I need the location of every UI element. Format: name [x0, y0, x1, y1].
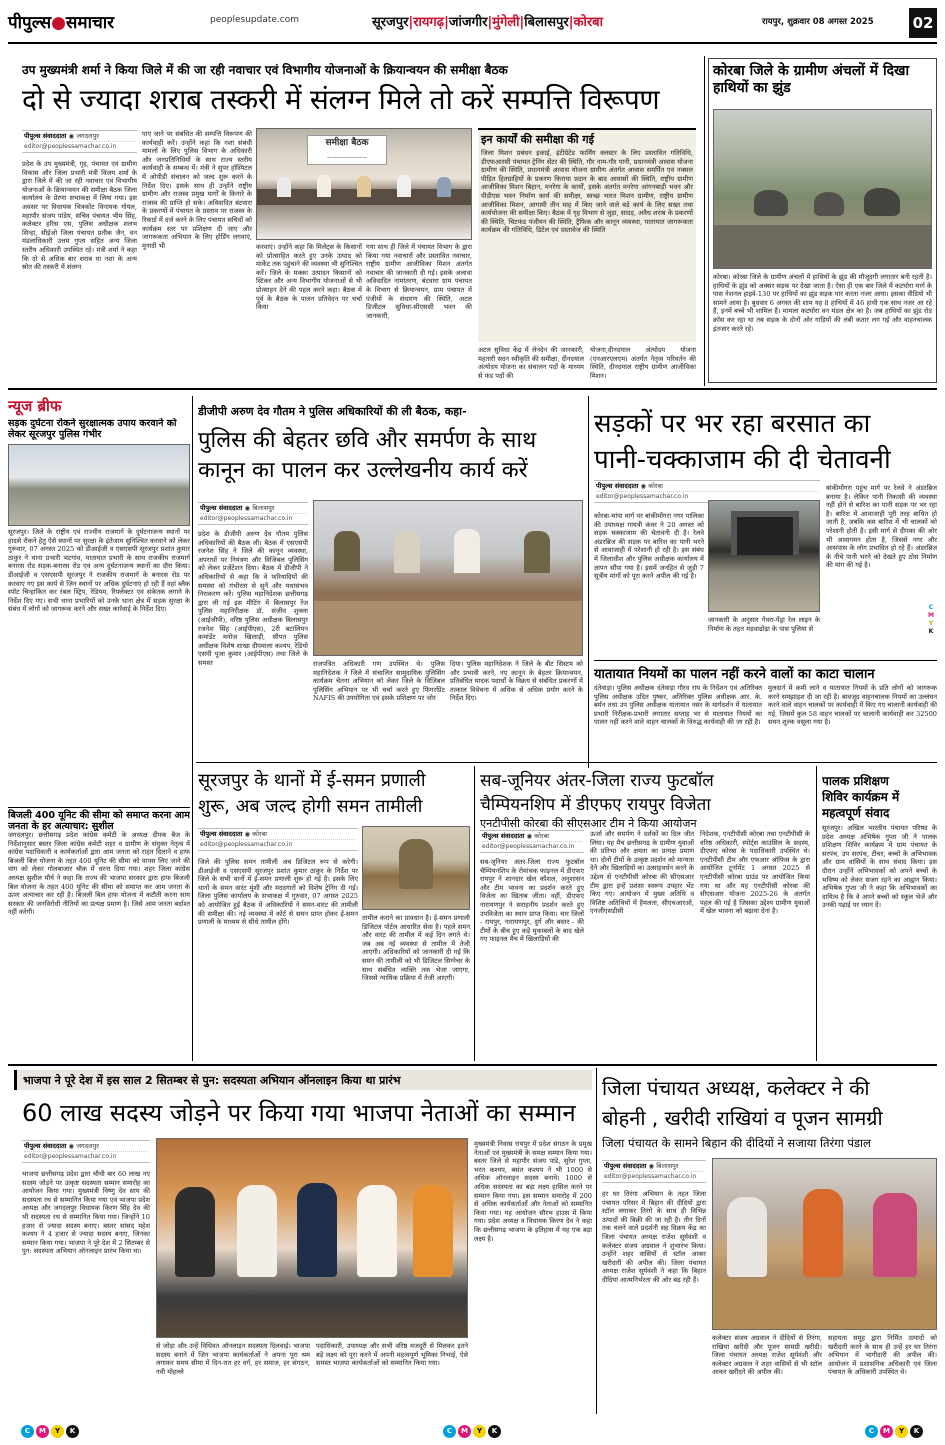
map-pin-icon: ◉	[68, 132, 75, 140]
map-pin-icon: ◉	[244, 504, 251, 512]
rakhi-caption: कलेक्टर संजय अग्रवाल ने दीदियों से तिरंगा, राखियां खरीदी और पूजन सामग्री खरीदी। जिला पंचायत अध्यक्ष राजेश सूर्यवंशी और कलेक्टर अग्रवाल ने शहर वासियों से भी स्टॉल आकर खरीदने की अपील की।	[712, 1334, 822, 1377]
esaman-photo	[362, 826, 470, 910]
rakhi-sub: जिला पंचायत के सामने बिहान की दीदियों ने सजाया तिरंगा पंडाल	[602, 1136, 871, 1150]
elephant-2-icon	[814, 192, 844, 216]
elephant-photo	[713, 109, 932, 269]
football-byline: पीपुल्स संवाददाता ◉ कोरबा editor@peoplessamachar.co.in	[480, 830, 584, 853]
masthead-cities: सूरजपुर|रायगढ़|जांजगीर|मुंगेली|बिलासपुर|कोरबा	[372, 15, 603, 30]
esaman-email[interactable]: editor@peoplessamachar.co.in	[200, 839, 356, 849]
review-box-text: जिला मिशन प्रबंधन इकाई, इंटीग्रेटेड फार्मिंग क्लस्टर के लिए प्रस्तावित गतिविधि, डीएफआरसी पंचायत ट्रेनिंग सेंटर की स्थिति, गौर नाम-गौर पानी, प्रधानमंत्री आवास योजना ग्रामीण की स्थिति, प्रधानमंत्री आवास योजना ग्रामीण अंतर्गत आवास समर्पित एवं नक्सल पीड़ित हितग्राहियों के प्रकरण किराया प्रदान के बाद आवासों की स्थिति, राष्ट्रीय ग्रामीण आजीविका मिशन बिहान, मनरेगा के कार्यों, इसके अंतर्गत मनरेगा आंगनबाड़ी भवन और पीडीएस भवन निर्माण कार्य की समीक्षा, स्वच्छ भारत मिशन ग्रामीण, राष्ट्रीय ग्रामीण आजीविका मिशन, आगामी तीन माह में किए जाने वाले बड़े कार्य के लिए सख्त तथा कार्ययोजना की समीक्षा किए। बैठक में गृह विभाग से जुड़ा, सादड़, अवैध शराब के प्रकरणों की स्थिति, चिटफंड पंजीयन की स्थिति, ट्रैफिक और कानून व्यवस्था, यातायात जागरूकता कार्यक्रम की गतिविधि, डिटेल एवं दस्तावेज की स्थिति	[481, 149, 693, 235]
elephant-3-icon	[864, 188, 900, 216]
story1-kicker: उप मुख्यमंत्री शर्मा ने किया जिले में की जा रही नवाचार एवं विभागीय योजनाओं के क्रियान्वयन की समीक्षा बैठक	[22, 63, 508, 77]
story1-col1: प्रदेश के उप मुख्यमंत्री, गृह, पंचायत एवं ग्रामीण विकास और जिला प्रभारी मंत्री विजय शर्मा के द्वारा जिले में की जा रही नवाचार एवं विभागीय योजनाओं के क्रियान्वयन की समीक्षा बैठक जिला कार्यालय के प्रेरणा सभाकक्ष में लिया गया। इस अवसर पर विधायक चित्रकोट विनायक गोयल, महापौर संजय पांडेय, सचिव पंचायत भीम सिंह, कलेक्टर हरिस एस, पुलिस अधीक्षक शलभ सिन्हा, सीईओ जिला पंचायत प्रतीक जैन, वन मंडलाधिकारी उत्तम गुप्ता सहित अन्य जिला स्तरीय अधिकारी उपस्थित रहे। मंत्री शर्मा ने कहा कि दो से अधिक बार शराब या नशा के अन्य स्रोत की तस्करी में संलग्न	[22, 160, 137, 272]
cmyk-footer-right: C M Y K	[864, 1418, 924, 1438]
traffic-col1: दंतेवाड़ा। पुलिस अधीक्षक दंतेवाड़ा गौरव राय के निर्देशन एवं अतिरिक्त पुलिस अधीक्षक उदित पुष्कर, अतिरिक्त पुलिस अधीक्षक आर. के. बर्मन तथा उप पुलिस अधीक्षक यातायात नसर के मार्गदर्शन में यातायात प्रभारी निरीक्षक-प्रभारी लगातार सप्ताह भर से यातायात नियमों का पालन नहीं करने वाले वाहन चालकों के विरुद्ध कार्यवाही की जा रही है।	[594, 684, 762, 727]
esaman-byline: पीपुल्स संवाददाता ◉ कोरबा editor@peoplessamachar.co.in	[198, 828, 358, 851]
rakhi-col1: हर घर तिरंगा अभियान के तहत जिला पंचायत परिसर में बिहान की दीदियों द्वारा स्टॉल लगाकर तिरंगे के साथ ही विभिन्न उत्पादों की बिक्री की जा रही है। तीन दिनों तक चलने वाले प्रदर्शनी सह विक्रय केंद्र का जिला पंचायत अध्यक्ष राजेश सूर्यवंशी व कलेक्टर संजय अग्रवाल ने शुभारंभ किया। उन्होंने शहर वासियों से स्टॉल आकर खरीदारी की अपील की। जिला पंचायत अध्यक्ष राजेश सूर्यवंशी ने कहा कि बिहान दीदियां आत्मनिर्भरता की ओर बढ़ रही हैं।	[602, 1190, 706, 1284]
esaman-headline2: शुरू, अब जल्द होगी समन तामीली	[198, 796, 423, 817]
training-headline2: शिविर कार्यक्रम में	[822, 790, 900, 804]
review-box-title: इन कार्यों की समीक्षा की गई	[481, 133, 594, 146]
brief-t2: जगदलपुर। छत्तीसगढ़ प्रदेश कांग्रेस कमेटी के अध्यक्ष दीपक बैज के निर्देशानुसार बस्तर जिला कांग्रेस कमेटी शहर व ग्रामीण के संयुक्त नेतृत्व में कांग्रेस पदाधिकारी व कार्यकर्ताओं द्वारा आम जनता को राहत दिलाने व हाफ बिजली बिल योजना के तहत 400 यूनिट की सीमा को वापस लिए जाने की मांग को लेकर गोलबाजार चौक में धरना दिया गया। शहर जिला कांग्रेस अध्यक्ष सुशील मौर्य ने कहा कि राज्य की भाजपा सरकार द्वारा हाफ बिजली बिल योजना के तहत 400 यूनिट की सीमा को समाप्त कर आम जनता के ऊपर अत्याचार कर रही है। बिजली बिल हाफ योजना में कटौती करना साय सरकार की जनविरोधी नीतियों का प्रत्यक्ष प्रमाण है। जिसे आम जनता बर्दाश्त नहीं करेगी।	[8, 831, 190, 917]
traffic-headline: यातायात नियमों का पालन नहीं करने वालों का काटा चालान	[594, 667, 875, 682]
football-headline2: चैम्पियनशिप में डीएफए रायपुर विजेता	[480, 795, 711, 815]
bjp-byline: पीपुल्स संवाददाता ◉ जगदलपुर editor@peoplessamachar.co.in	[22, 1140, 150, 1163]
page-number: 02	[909, 8, 937, 38]
elephant-headline: कोरबा जिले के ग्रामीण अंचलों में दिखा हाथियों का झुंड	[713, 63, 910, 96]
bjp-kicker-bar	[14, 1070, 592, 1090]
football-sub: एनटीपीसी कोरबा की सीएसआर टीम ने किया आयोजन	[480, 817, 697, 830]
story1-col3: करवाएं। उन्होंने कहा कि मिलेट्स के किसानों को प्रोत्साहित करते हुए उनके उत्पाद को मार्केट तक पहुंचाने की व्यवस्था भी सुनिश्चित करें। जिले के मक्का उत्पादन किसानों को स्टिकर और अन्य विभागीय योजनाओं से भी प्रोत्साहन देने की पहल करने कहा। बैठक में पूर्व के बैठक के पालन प्रतिवेदन पर चर्चा किया	[256, 243, 362, 312]
esaman-col2: तामील कराने का प्रावधान है। ई-समन प्रणाली डिजिटल पोर्टल आधारित सेवा है। पहले समन और वारंट की तामील में कई दिन लगते थे। जब अब नई व्यवस्था से तामील में तेजी आएगी। अधिकारियों को जानकारी दी गई कि समन की तामीली को भी डिजिटल सिग्नेचर के साथ संबंधित व्यक्ति तक भेजा जाएगा, जिससे न्यायिक प्रक्रिया में तेजी आएगी।	[362, 914, 470, 983]
map-pin-icon: ◉	[244, 830, 251, 838]
football-headline1: सब-जूनियर अंतर-जिला राज्य फुटबॉल	[480, 771, 714, 791]
masthead-url[interactable]: peoplesupdate.com	[210, 15, 299, 25]
story1-col4: गया साथ ही जिले में पंचायत विभाग के द्वारा किया गया नवाचारों और प्रस्तावित नवाचार, राष्ट्रीय ग्रामीण आजीविका मिशन अंतर्गत नवाचार की जानकारी दी गई। इसके अलावा अविवादित नामांतरण, बंटवारा ग्राम पंचायत के विभाग से क्रियान्वयन, ग्राम पंचायत में पंजीयों के संधारण की स्थिति, अटल डिजीटल सुविधा-सीएससी भवन की जानकारी,	[366, 243, 472, 320]
flood-caption: जानकारी के अनुसार गेवरा-पेंड्रा रेल लाइन के निर्माण के तहत मड़वाढोढ़ा के पास पुलिया से	[708, 616, 820, 633]
rakhi-photo	[712, 1158, 937, 1330]
dgp-col3: दिया। पुलिस महानिदेशक ने जिले के बीट सिस्टम को और प्रभावी करने, नए कानून के बेहतर क्रियान्वयन, प्रतिबंधित मादक पदार्थों के विक्रय से संबंधित प्रकरणों में तत्काल विवेचना में अधिक से अधिक प्रयोग करने के निर्देश दिए।	[450, 660, 583, 703]
elephant-text: कोरबा। कोरबा जिले के ग्रामीण अंचलों में हाथियों के झुंड की मौजूदगी लगातार बनी रहती है। हाथियों के झुंड को अक्सर सड़क पर देखा जाता है। ऐसा ही एक बार जिले में कटघोरा मार्ग के पास नेशनल हाइवे-130 पर हाथियों का झुंड सड़क पार करता नजर आया। इसका वीडियो भी सामने आया है। बुधवार 6 अगस्त की शाम यह 8 हाथियों में 46 हाथी एक साथ नजर आ रहे हैं, इनमें बच्चे भी शामिल हैं। मामला कटघोरा वन मंडल क्षेत्र का है। जब हाथियों का झुंड रोड क्रॉस कर रहा था तब सड़क के दोनों ओर गाड़ियों की लंबी कतार लग गई और वाहनचालक इंतजार करते रहे।	[713, 273, 932, 333]
football-col2: ऊर्जा और समर्पण ने दर्शकों का दिल जीत लिया। यह मैच छत्तीसगढ़ के ग्रामीण युवाओं की प्रतिभा और क्षमता का प्रत्यक्ष प्रमाण था। दोनों टीमों के उत्कृष्ट प्रदर्शन को मान्यता देने और खिलाड़ियों का उत्साहवर्धन करने के उद्देश्य से एनटीपीसी कोरबा की सीएसआर टीम द्वारा इन्हें प्रशंसा स्वरूप उपहार भेंट किए गए। आयोजन में मुख्य अतिथि व विशिष्ट अतिथियों में हैमलता, सीएचआरओ, एनजीएसडीसी	[590, 830, 694, 916]
bjp-col2: से जोड़ा और उन्हें विधिवत ऑनलाइन सदस्यता दिलवाई। भाजपा सदस्य बनाने में जिन भाजपा कार्यकर्ताओं ने अपना पूरा श्रम लगाकर समय सीमा में दिन-रात हर वर्ग, हर समाज, हर संगठन, नवी मोहल्ले	[156, 1342, 310, 1376]
rakhi-byline: पीपुल्स संवाददाता ◉ बिलासपुर editor@peoplessamachar.co.in	[602, 1160, 706, 1183]
bjp-kicker: भाजपा ने पूरे देश में इस साल 2 सितम्बर से पुन: सदस्यता अभियान ऑनलाइन किया था प्रारंभ	[23, 1074, 401, 1087]
rakhi-headline2: बोहनी , खरीदी राखियां व पूजन सामग्री	[602, 1106, 883, 1130]
review-box	[478, 128, 696, 342]
brief-t1: सूरजपुर। जिले के राष्ट्रीय एवं राज्यीय राजमार्ग के दुर्घटनाजन्य स्थानों पर हादसे रोकने हेतु ऐसे स्थानों पर सुरक्षा के इंतेजाम सुनिश्चित करवाने को लेकर गुरूवार, 07 अगस्त 2025 को डीआईजी व एसएसपी सूरजपुर प्रशांत कुमार ठाकुर ने थाना प्रभारी भटगांव, यातायात प्रभारी के साथ राजकीय राजमार्ग बनारस रोड सड़क-बनारस रोड एवं अन्य दुर्घटनाजन्य स्थानों का दौरा किया। डीआईजी व एसएसपी सूरजपुर ने राजकीय राजमार्ग के बनारस रोड पर करवाए गए इस कार्य से जिन स्थानों पर अधिक दुर्घटनाएं हो रही हैं वहां ब्लैक स्पॉट चिन्हांकित कर रंबल स्ट्रिप, रेडियम, रिफ्लेक्टर एवं संकेतक लगाने के निर्देश दिए गए। सभी थाना प्रभारियों को उनके थाना क्षेत्र में सड़क सुरक्षा के संबंध में लोगों को जागरूक करने और सख्त कार्रवाई के निर्देश दिए।	[8, 528, 190, 614]
elephant-story	[708, 58, 937, 383]
dgp-headline2: कानून का पालन कर उल्लेखनीय कार्य करें	[198, 458, 528, 483]
masthead-date: रायपुर, शुक्रवार 08 अगस्त 2025	[762, 17, 874, 27]
rakhi-email[interactable]: editor@peoplessamachar.co.in	[604, 1171, 704, 1181]
flood-email[interactable]: editor@peoplessamachar.co.in	[596, 491, 818, 501]
training-headline3: महत्वपूर्ण संवाद	[822, 806, 890, 820]
map-pin-icon: ◉	[68, 1142, 75, 1150]
brief-h2: बिजली 400 यूनिट की सीमा को समाप्त करना आम जनता के हर अत्याचार: सुशील	[8, 807, 190, 831]
bjp-headline: 60 लाख सदस्य जोड़ने पर किया गया भाजपा नेताओं का सम्मान	[22, 1099, 576, 1127]
bjp-photo	[156, 1138, 468, 1338]
dgp-kicker: डीजीपी अरुण देव गौतम ने पुलिस अधिकारियों की ली बैठक, कहा-	[198, 405, 467, 418]
dgp-col2: राजपत्रित अधिकारी गण उपस्थित थे। पुलिस महानिदेशक ने जिले में संचालित सामुदायिक पुलिसिंग कार्यक्रम चेतना अभियान को लेकर जिले के विजिबल पुलिसिंग अभियान पर भी चर्चा करते हुए फिंगरप्रिंट NAFIS की उपयोगिता एवं इसके प्रशिक्षण पर जोर	[313, 660, 445, 703]
brief-label: न्यूज ब्रीफ	[8, 397, 62, 415]
brief-h1: सड़क दुर्घटना रोकने सुरक्षात्मक उपाय करवाने को लेकर सूरजपुर पुलिस गंभीर	[8, 418, 177, 440]
map-pin-icon: ◉	[526, 832, 533, 840]
esaman-headline1: सूरजपुर के थानों में ई-समन प्रणाली	[198, 770, 426, 791]
meeting-banner: समीक्षा बैठक ————————	[307, 135, 387, 165]
bjp-col1: भाजपा छत्तीसगढ़ प्रदेश द्वारा चौथी बार 60 लाख नए सदस्य जोड़ने पर उत्कृष्ट सदस्यता सम्मान समारोह का आयोजन किया गया। मुख्यमंत्री विष्णु देव साय की सदस्यता रथ से सम्मानित किया गया एवं भाजपा प्रदेश अध्यक्ष और जगदलपुर विधायक किरण सिंह देव की भी सदस्यता रथ से सम्मानित किया गया। जिन्होंने 10 हजार से ज्यादा सदस्य बनाए। बस्तर सांसद महेश कश्यप ने 4 हजार से ज्यादा सदस्य बनाए, जिनका सम्मान किया गया। भाजपा ने पूरे देश में 2 सितम्बर से पुन: सदस्यता अभियान ऑनलाइन प्रारंभ किया था।	[22, 1170, 150, 1256]
story1-col6: योजना,दीनदयाल अंत्योदय योजना (एनआरएलएम) अंतर्गत नेतृत्व परिवर्तन की स्थिति, दीनदयाल राष्ट्रीय ग्रामीण आजीविका मिशन।	[590, 346, 696, 380]
map-pin-icon: ◉	[648, 1162, 655, 1170]
rakhi-headline1: जिला पंचायत अध्यक्ष, कलेक्टर ने की	[602, 1076, 870, 1100]
story1-email[interactable]: editor@peoplessamachar.co.in	[24, 141, 135, 151]
story1-col5: अटल सुविधा केंद्र में लेनदेन की जानकारी, महतारी सदन स्वीकृति की समीक्षा, दीनदयाल अंत्योदय योजना का संचालन पदों के माध्यम से फंड पदों की	[478, 346, 584, 380]
brief-photo	[8, 444, 190, 526]
flood-photo	[708, 500, 820, 612]
map-pin-icon: ◉	[640, 482, 647, 490]
masthead	[8, 6, 937, 44]
esaman-col1: जिले की पुलिस समन तामीली अब डिजिटल रूप से करेगी। डीआईजी व एसएसपी सूरजपुर प्रशांत कुमार ठाकुर के निर्देश पर जिले के सभी थानों में ई-समन प्रणाली शुरू हो गई है। इसके लिए थानों के समन वारंट मुंशी और मददगारों को विशेष ट्रेनिंग दी गई। जिला पुलिस कार्यालय के सभाकक्ष में गुरुवार, 07 अगस्त 2025 को आयोजित हुई बैठक में अधिकारियों ने समन-वारंट की तामीली की समीक्षा की। नई व्यवस्था में कोर्ट से समन प्राप्त होकर ई-समन प्रणाली के माध्यम से सीधे तामील होंगे।	[198, 858, 358, 927]
underbridge-icon	[731, 511, 799, 555]
dgp-col1: प्रदेश के डीजीपी अरुण देव गौतम पुलिस अधिकारियों की बैठक ली। बैठक में एसएसपी रजनेश सिंह ने जिले की कानून व्यवस्था, अपराधों पर नियंत्रण और विजिबल पुलिसिंग को लेकर प्रजेंटेशन दिया। बैठक में डीजीपी ने अधिकारियों से कहा कि वे फरियादियों की समस्या को गंभीरता से सुनें और यथासंभव निराकरण करें। पुलिस महानिदेशक छत्तीसगढ़ द्वारा ली गई इस मीटिंग में बिलासपुर रेंज पुलिस महानिरीक्षक डॉ. संजीव शुक्ला (आईजीपी), वरिष्ठ पुलिस अधीक्षक बिलासपुर रजनेश सिंह (आईपीएस), 2री बटालियन कमांडेंट मनोज खिलाड़ी, सीपत पुलिस अधीक्षक विशेष शाखा दीपमाला कश्यप, रेडियो एसपी पूजा कुमार (आईपीएस) तथा जिले के समस्त	[198, 530, 308, 667]
dgp-photo	[313, 500, 583, 656]
training-text: सूरजपुर। अखिल भारतीय पंचायत परिषद के प्रदेश अध्यक्ष अभिषेक गुप्ता जी ने पालक प्रशिक्षण शिविर कार्यक्रम में ग्राम पंचायत के सरपंच, उप सरपंच, टीचर, बच्चों के अभिभावक और ग्राम वासियों के साथ संवाद किया। इस दौरान उन्होंने अभिभावकों को अपने बच्चों के भविष्य को लेकर सजग रहने का आह्वान किया। अभिषेक गुप्ता जी ने कहा कि अभिभावकों का दायित्व है कि वे अपने बच्चों को स्कूल भेजें और उनकी पढ़ाई पर ध्यान दें।	[822, 824, 937, 910]
football-col1: सब-जूनियर अंतर-जिला राज्य फुटबॉल चैम्पियनशिप के रोमांचक फाइनल में डीएफए रायपुर ने शानदार खेल कौशल, अनुशासन और टीम भावना का प्रदर्शन करते हुए विजेता का खिताब जीता। वहीं, डीएफए नारायणपुर ने सराहनीय प्रदर्शन करते हुए उपविजेता का स्थान प्राप्त किया। चार जिलों - रायपुर, नारायणपुर, दुर्ग और बस्तर - की टीमों के बीच हुए कड़े मुकाबलों के बाद खेले गए फाइनल मैच में खिलाड़ियों की	[480, 858, 584, 944]
story1-col2: पाए जाने पर संबंधित की सम्पत्ति विरूपण की कार्यवाही करें। उन्होंने कहा कि नशा संबंधी मामलों के लिए पुलिस विभाग के अधिकारी और जनप्रतिनिधियों के साथ राज्य स्तरीय कार्यवाही के सम्बन्ध में। मंत्री ने सुपर हॉस्पिटल में ओपीडी संचालन को जल्द शुरू करने के निर्देश दिए। इसके साथ ही उन्होंने राष्ट्रीय ग्रामीण और राजस्व प्रमुख मार्गों के किनारे के राजस्व की प्राप्ति हो सके। अविवादित बंटवारा के प्रकरणों में पंचायत के प्रस्ताव पर राजस्व के रिकार्ड में दर्ज करने के लिए पंचायत सचिवों को कार्यक्रम स्तर पर प्रशिक्षण दी जाए और जागरूकता अभियान के लिए होर्डिंग लगवाएं, मुनादी भी	[142, 130, 252, 250]
bjp-col4: मुख्यमंत्री निवास रायपुर में प्रदेश संगठन के प्रमुख नेताओं एवं मुख्यमंत्री के समक्ष सम्मान किया गया। बस्तर जिले से महापौर संजय पांडे, सुरेश गुप्ता, भरत कश्यप, बसंत कश्यप ने भी 1000 से अधिक ऑनलाइन सदस्य बनाये। 1000 से अधिक सदस्यता का बड़ा लक्ष्य हासिल करने पर सम्मान किया गया। इस सम्मान समारोह में 200 से अधिक कार्यकर्ताओं और नेताओं को सम्मानित किया गया। यह आयोजन सौरभ हाउस में किया गया। प्रदेश अध्यक्ष व विधायक किरण देव ने कहा कि छत्तीसगढ़ भाजपा के इतिहास में यह एक बड़ा लक्ष्य है।	[474, 1140, 592, 1243]
football-email[interactable]: editor@peoplessamachar.co.in	[482, 841, 582, 851]
football-col3: निदेशक, एनटीपीसी कोरबा तथा एनटीपीसी के वरिष्ठ अधिकारी, स्पोर्ट्स काउंसिल के सदस्य, डीएफए कोरबा के पदाधिकारी उपस्थित थे। एनटीपीसी टीम और एफआर ऑफिस के द्वारा आयोजित टूर्नामेंट 1 अगस्त 2025 से एनटीपीसी कोरबा ग्राउंड पर आयोजित किया गया था और यह एनटीपीसी कोरबा की सीएसआर योजना 2025-26 के अंतर्गत पहल की गई है जिसका उद्देश्य ग्रामीण युवाओं में खेल भावना को बढ़ावा देना है।	[700, 830, 810, 916]
dgp-email[interactable]: editor@peoplessamachar.co.in	[200, 513, 306, 523]
news-brief	[8, 396, 190, 1056]
elephant-1-icon	[754, 190, 788, 216]
masthead-logo: पीपुल्स●समाचार	[8, 13, 115, 33]
flood-col2: बांकीमोंगरा पहुंच मार्ग पर रेलवे ने अंडरब्रिज बनाया है। लेकिन पानी निकासी की व्यवस्था नहीं होने से बारिश का पानी सड़क पर भर रहा है। बारिश में आवाजाही पूरी तरह बाधित हो जाती है, जबकि कम बारिश में भी चालकों को परेशानी होती है। इसी मार्ग से दीपका की ओर भी आवागमन होता है, जिससे नगर और आसपास के लोग प्रभावित हो रहे हैं। अंडरब्रिज के नीचे पानी भरने को देखते हुए ठोस निर्माण की मांग की गई है।	[826, 484, 937, 570]
traffic-col2: मुलदार्न में कमी लाने व यातायात नियमों के प्रति लोगों को जागरूक करने समझाइश दी जा रही है। बावजूद वाहनचालक नियमों का उल्लंघन करने वाले वाहन चालकों पर कार्यवाही में किए गए चालानी कार्यवाही की गई, जिसमें कुल 58 वाहन चालकों पर चालानी कार्यवाही कर 32500 समन शुल्क वसूला गया है।	[768, 684, 937, 727]
bjp-col3: पदाधिकारी, उपाध्यक्ष और सभी वरिष्ठ मजदूरी से मिलकर इतने बड़े लक्ष्य को पूरा करने में अपनी महत्वपूर्ण भूमिका निभाई, ऐसे समस्त भाजपा कार्यकर्ताओं को सम्मानित किया गया।	[316, 1342, 468, 1368]
story1-headline: दो से ज्यादा शराब तस्करी में संलग्न मिले तो करें सम्पत्ति विरूपण	[22, 83, 660, 116]
dgp-headline1: पुलिस की बेहतर छवि और समर्पण के साथ	[198, 428, 537, 453]
dgp-byline: पीपुल्स संवाददाता ◉ बिलासपुर editor@peoplessamachar.co.in	[198, 502, 308, 525]
training-headline1: पालक प्रशिक्षण	[822, 774, 889, 788]
cmyk-footer-left: C M Y K	[20, 1418, 80, 1438]
flood-byline: पीपुल्स संवाददाता ◉ कोरबा editor@peoplessamachar.co.in	[594, 480, 820, 503]
flood-headline2: पानी-चक्काजाम की दी चेतावनी	[594, 445, 891, 475]
bjp-email[interactable]: editor@peoplessamachar.co.in	[24, 1151, 148, 1161]
story1-byline: पीपुल्स संवाददाता ◉ जगदलपुर editor@peoplessamachar.co.in	[22, 130, 137, 153]
story1-photo	[256, 128, 472, 240]
cmyk-footer-center: C M Y K	[442, 1418, 502, 1438]
flood-headline1: सड़कों पर भर रहा बरसात का	[594, 409, 871, 439]
flood-col1: कोरबा-चांपा मार्ग पर बांकीमोंगरा नगर पालिका की उपाध्यक्ष गायत्री कंवर ने 20 अगस्त को सड़क चक्काजाम की चेतावनी दी है। रेलवे अंडरब्रिज की सड़क पर बारिश का पानी भरने से आवाजाही में परेशानी हो रही है। इस संबंध में जिलाधीश और पुलिस अधीक्षक कार्यालय में ज्ञापन सौंपा गया है। इसमें जनहित से जुड़ी 7 सूत्रीय मांगों को पूरा करने अपील की गई है।	[594, 512, 704, 581]
cmyk-side: C M Y K	[928, 604, 934, 635]
rakhi-col2: सहायता समूह द्वारा निर्मित उत्पादों को खरीदारी करने के साथ ही उन्हें हर घर तिरंगा अभियान में भागीदारी की अपील की। आयोजन में प्रशासनिक अधिकारी एवं जिला पंचायत के अधिकारी उपस्थित थे।	[828, 1334, 937, 1377]
